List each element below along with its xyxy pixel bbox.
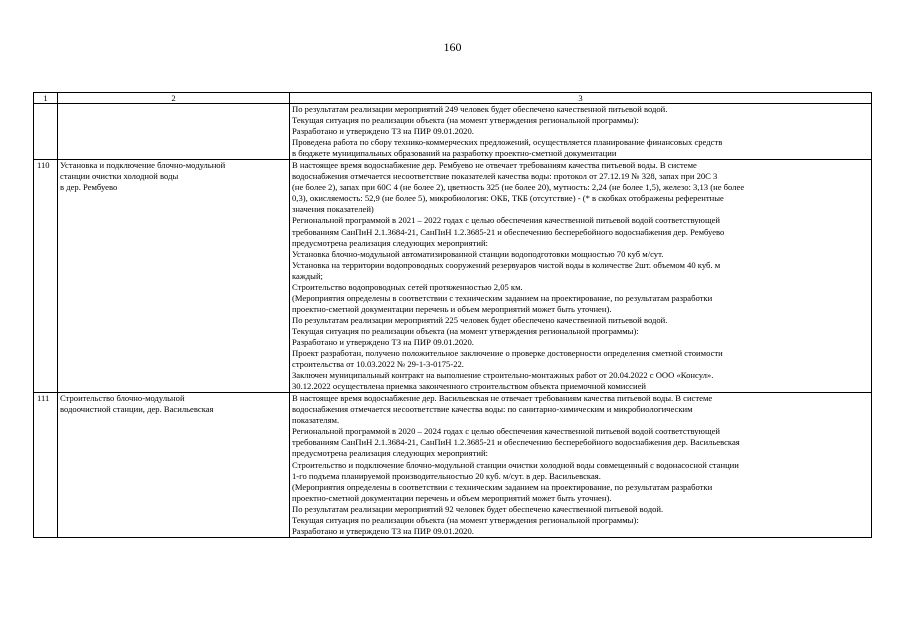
row-number: 111	[34, 393, 58, 538]
description-line: (не более 2), запах при 60С 4 (не более 2), цветность 325 (не более 20), мутность: 2,24 (не более 1,5), железо: 3,13 (не более	[292, 182, 745, 193]
description-line: В настоящее время водоснабжение дер. Васильевская не отвечает требованиям качества питьевой воды. В системе	[292, 393, 713, 404]
description-line: требованиям СанПиН 2.1.3684-21, СанПиН 1.2.3685-21 и обеспечению бесперебойного водоснабжения дер. Рембуево	[292, 226, 725, 237]
description-line: Заключен муниципальный контракт на выполнение строительно-монтажных работ от 20.04.2022 с ООО «Консул».	[292, 370, 714, 381]
description-line: По результатам реализации мероприятий 225 человек будет обеспечено качественной питьевой водой.	[292, 314, 668, 325]
object-name-line: Строительство блочно-модульной	[60, 393, 185, 404]
description-line: Проект разработан, получено положительное заключение о проверке достоверности определения сметной стоимости	[292, 348, 723, 359]
description-line: каждый;	[292, 270, 323, 281]
description-line: Текущая ситуация по реализации объекта (на момент утверждения региональной программы):	[292, 115, 639, 126]
program-table	[33, 92, 872, 538]
description-line: водоснабжения отмечается несоответствие качества воды: по санитарно-химическим и микробиологическим	[292, 404, 693, 415]
description-line: Текущая ситуация по реализации объекта (на момент утверждения региональной программы):	[292, 514, 639, 525]
description-line: Разработано и утверждено ТЗ на ПИР 09.01.2020.	[292, 336, 474, 347]
column-header-2: 2	[58, 93, 290, 104]
object-name-cell	[58, 104, 290, 160]
page-number: 160	[443, 40, 462, 54]
description-line: По результатам реализации мероприятий 92 человек будет обеспечено качественной питьевой водой.	[292, 503, 664, 514]
description-line: Региональной программой в 2020 – 2024 годах с целью обеспечения качественной питьевой водой соответствующей	[292, 426, 720, 437]
object-name-line: Установка и подключение блочно-модульной	[60, 160, 226, 171]
description-line: Текущая ситуация по реализации объекта (на момент утверждения региональной программы):	[292, 325, 639, 336]
description-line: проектно-сметной документации перечень и объем мероприятий может быть уточнен).	[292, 303, 612, 314]
description-line: предусмотрена реализация следующих мероприятий:	[292, 448, 488, 459]
object-name-line: водоочистной станции, дер. Васильевская	[60, 404, 214, 415]
description-line: 30.12.2022 осуществлена приемка законченного строительством объекта приемочной комиссией	[292, 381, 647, 392]
description-line: Разработано и утверждено ТЗ на ПИР 09.01.2020.	[292, 525, 474, 536]
object-name-cell	[58, 393, 290, 538]
description-line: По результатам реализации мероприятий 249 человек будет обеспечено качественной питьевой водой.	[292, 104, 668, 114]
column-header-3: 3	[290, 93, 872, 104]
description-cell	[290, 160, 872, 393]
description-line: (Мероприятия определены в соответствии с техническим заданием на проектирование, по результатам разработки	[292, 292, 713, 303]
table-header-row	[34, 93, 872, 104]
description-line: (Мероприятия определены в соответствии с техническим заданием на проектирование, по результатам разработки	[292, 481, 713, 492]
description-line: Разработано и утверждено ТЗ на ПИР 09.01.2020.	[292, 126, 474, 137]
description-line: в бюджете муниципальных образований на разработку проектно-сметной документации	[292, 148, 617, 159]
column-header-1: 1	[34, 93, 58, 104]
description-line: строительства от 10.03.2022 № 29-1-3-0175-22.	[292, 359, 464, 370]
object-name-cell	[58, 160, 290, 393]
description-line: значения показателей)	[292, 204, 374, 215]
description-line: Строительство и подключение блочно-модульной станции очистки холодной воды совмещенный с водонасосной станции	[292, 459, 739, 470]
description-line: Установка блочно-модульной автоматизированной станции водоподготовки мощностью 70 куб м/сут.	[292, 248, 664, 259]
description-line: водоснабжения отмечается несоответствие показателей качества воды: протокол от 27.12.19 № 328, запах при 20С 3	[292, 171, 718, 182]
description-line: проектно-сметной документации перечень и объем мероприятий может быть уточнен).	[292, 492, 612, 503]
row-number: 110	[34, 160, 58, 393]
table-row	[34, 104, 872, 160]
object-name-line: в дер. Рембуево	[60, 182, 118, 193]
description-line: требованиям СанПиН 2.1.3684-21, СанПиН 1.2.3685-21 и обеспечению бесперебойного водоснабжения дер. Васильевская	[292, 437, 740, 448]
description-line: предусмотрена реализация следующих мероприятий:	[292, 237, 488, 248]
description-line: Установка на территории водопроводных сооружений резервуаров чистой воды в количестве 2шт. объемом 40 куб. м	[292, 259, 721, 270]
description-cell	[290, 393, 872, 538]
object-name-line: станции очистки холодной воды	[60, 171, 179, 182]
description-cell	[290, 104, 872, 160]
description-line: Проведена работа по сбору технико-коммерческих предложений, осуществляется планирование финансовых средств	[292, 137, 723, 148]
description-line: показателям.	[292, 415, 340, 426]
table-row	[34, 393, 872, 538]
description-line: 0,3), окисляемость: 52,9 (не более 5), микробиология: ОКБ, ТКБ (отсутствие) - (* в скобках отображены референтные	[292, 193, 724, 204]
description-line: Строительство водопроводных сетей протяженностью 2,05 км.	[292, 281, 523, 292]
description-line: 1-го подъема планируемой производительностью 20 куб. м/сут. в дер. Васильевская.	[292, 470, 601, 481]
description-line: В настоящее время водоснабжение дер. Рембуево не отвечает требованиям качества питьевой воды. В системе	[292, 160, 697, 171]
description-line: Региональной программой в 2021 – 2022 годах с целью обеспечения качественной питьевой водой соответствующей	[292, 215, 720, 226]
table-row	[34, 160, 872, 393]
row-number	[34, 104, 58, 160]
